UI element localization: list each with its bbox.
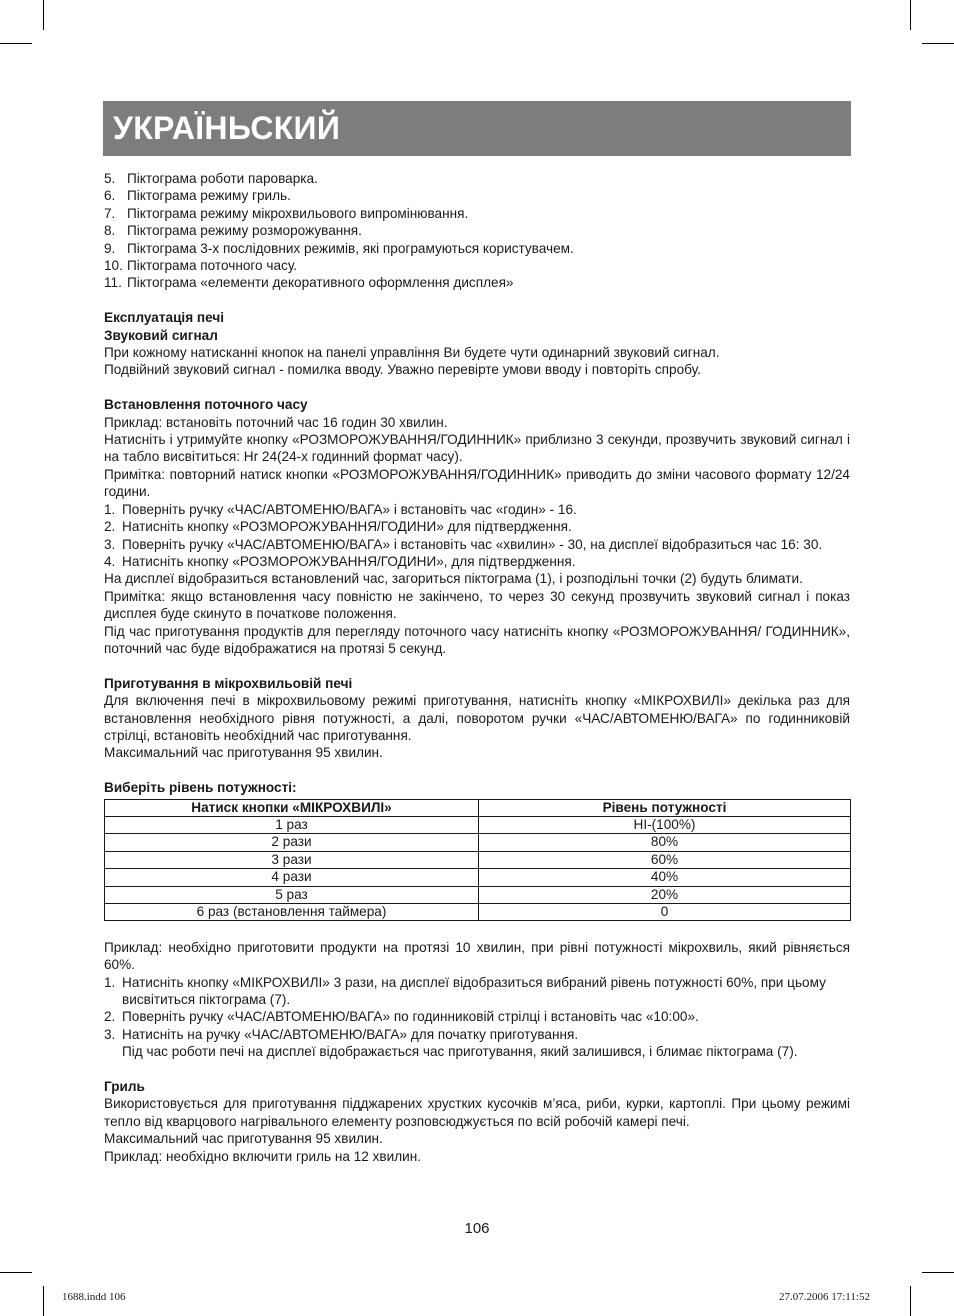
- column-header: Рівень потужності: [479, 799, 851, 816]
- list-text: Піктограма режиму розморожування.: [127, 223, 362, 239]
- subsection-heading: Гриль: [104, 1079, 145, 1095]
- paragraph: Використовується для приготування підджарених хрустких кусочків м’яса, риби, курки, картоплі. При цьому режимі тепло від кварцового нагрівального елементу розповсюджується по всій робочій камері печі.: [104, 1096, 850, 1129]
- list-item: [104, 1008, 850, 1025]
- table-cell: 0: [479, 904, 851, 921]
- crop-mark: [43, 1286, 44, 1316]
- crop-mark: [910, 1286, 911, 1316]
- crop-mark: [0, 43, 32, 44]
- list-item: [104, 518, 850, 535]
- table-cell: 2 рази: [105, 834, 479, 851]
- paragraph: Максимальний час приготування 95 хвилин.: [104, 1131, 383, 1147]
- crop-mark: [910, 0, 911, 30]
- section-header: [103, 101, 851, 156]
- paragraph: Примітка: якщо встановлення часу повністю не закінчено, то через 30 секунд прозвучить звуковий сигнал і показ дисплея буде скинуто в початкове положення.: [104, 588, 850, 622]
- list-item: [104, 222, 850, 239]
- list-item: [104, 274, 850, 291]
- table-row: [105, 851, 851, 868]
- list-text: Піктограма режиму мікрохвильового випромінювання.: [127, 205, 469, 221]
- list-text: Піктограма «елементи декоративного оформлення дисплея»: [127, 275, 514, 291]
- list-number: 5.: [104, 171, 116, 186]
- list-text: Піктограма роботи пароварка.: [127, 171, 318, 186]
- page-title: УКРАЇНЬСКИЙ: [113, 110, 341, 146]
- list-item: [104, 553, 850, 570]
- list-number: 1.: [104, 974, 116, 990]
- list-text: Піктограма режиму гриль.: [127, 188, 291, 204]
- subsection-heading: Приготування в мікрохвильовій печі: [104, 675, 353, 691]
- power-table: [104, 799, 851, 922]
- table-row: [105, 904, 851, 921]
- list-item: [104, 187, 850, 204]
- table-row: [105, 886, 851, 903]
- subsection-heading: Звуковий сигнал: [104, 327, 218, 343]
- table-row: [105, 834, 851, 851]
- list-text: Поверніть ручку «ЧАС/АВТОМЕНЮ/ВАГА» і встановіть час «хвилин» - 30, на дисплеї відобразиться час 16: 30.: [122, 536, 823, 552]
- table-row: [105, 816, 851, 833]
- list-item: [104, 257, 850, 274]
- table-cell: 80%: [479, 834, 851, 851]
- subsection-heading: Встановлення поточного часу: [104, 397, 308, 413]
- print-slug-file: 1688.indd 106: [62, 1291, 126, 1303]
- list-number: 4.: [104, 553, 116, 569]
- page-content: [104, 170, 850, 1165]
- crop-mark: [922, 1272, 954, 1273]
- list-number: 2.: [104, 1009, 116, 1025]
- paragraph: Під час роботи печі на дисплеї відображається час приготування, який залишився, і блимає піктограма (7).: [122, 1044, 798, 1060]
- table-cell: 3 рази: [105, 851, 479, 868]
- paragraph: На дисплеї відобразиться встановлений час, загориться піктограма (1), і розподільні точки (2) будуть блимати.: [104, 571, 803, 587]
- list-text: Натисніть кнопку «МІКРОХВИЛІ» 3 рази, на дисплеї відобразиться вибраний рівень потужності 60%, при цьому висвітиться піктограма (7).: [122, 974, 826, 1008]
- page-number: 106: [464, 1220, 490, 1237]
- paragraph: Приклад: необхідно приготовити продукти на протязі 10 хвилин, при рівні потужності мікрохвиль, який рівняється 60%.: [104, 939, 850, 973]
- list-item: [104, 501, 850, 518]
- paragraph: При кожному натисканні кнопок на панелі управління Ви будете чути одинарний звуковий сигнал.: [104, 345, 720, 361]
- list-item: [104, 205, 850, 222]
- list-number: 7.: [104, 205, 116, 221]
- list-number: 3.: [104, 1026, 116, 1042]
- icon-list: [104, 170, 850, 292]
- subsection-heading: Виберіть рівень потужності:: [104, 780, 297, 796]
- paragraph: Максимальний час приготування 95 хвилин.: [104, 745, 383, 761]
- list-item: [104, 1026, 850, 1043]
- list-number: 8.: [104, 223, 116, 239]
- list-number: 3.: [104, 536, 116, 552]
- crop-mark: [43, 0, 44, 30]
- table-cell: 20%: [479, 886, 851, 903]
- list-item: [104, 170, 850, 187]
- table-cell: 6 раз (встановлення таймера): [105, 904, 479, 921]
- table-cell: HI-(100%): [479, 816, 851, 833]
- section-heading: Експлуатація печі: [104, 310, 225, 326]
- list-number: 10.: [104, 258, 123, 274]
- list-text: Натисніть кнопку «РОЗМОРОЖУВАННЯ/ГОДИНИ» для підтвердження.: [122, 519, 572, 535]
- table-cell: 60%: [479, 851, 851, 868]
- list-item: [104, 536, 850, 553]
- paragraph: Для включення печі в мікрохвильовому режимі приготування, натисніть кнопку «МІКРОХВИЛІ» декілька раз для встановлення необхідного рівня потужності, а далі, поворотом ручки «ЧАС/АВТОМЕНЮ/ВАГА» по годинниковій стрілці, встановіть необхідний час приготування.: [104, 693, 850, 743]
- print-slug-date: 27.07.2006 17:11:52: [779, 1291, 870, 1303]
- list-text: Піктограма 3-х послідовних режимів, які програмуються користувачем.: [127, 240, 574, 256]
- column-header: Натиск кнопки «МІКРОХВИЛІ»: [105, 799, 479, 816]
- list-item: [104, 974, 850, 1009]
- list-text: Поверніть ручку «ЧАС/АВТОМЕНЮ/ВАГА» по годинниковій стрілці і встановіть час «10:00».: [122, 1009, 699, 1025]
- paragraph: Приклад: необхідно включити гриль на 12 хвилин.: [104, 1148, 422, 1164]
- paragraph: Приклад: встановіть поточний час 16 годин 30 хвилин.: [104, 414, 448, 430]
- list-number: 6.: [104, 188, 116, 204]
- crop-mark: [922, 43, 954, 44]
- table-cell: 4 рази: [105, 869, 479, 886]
- table-cell: 5 раз: [105, 886, 479, 903]
- steps-list: [104, 974, 850, 1044]
- table-cell: 40%: [479, 869, 851, 886]
- paragraph: Під час приготування продуктів для перегляду поточного часу натисніть кнопку «РОЗМОРОЖУВАННЯ/ ГОДИННИК», поточний час буде відображатися на протязі 5 секунд.: [104, 623, 850, 656]
- list-text: Піктограма поточного часу.: [127, 258, 298, 274]
- table-header-row: [105, 799, 851, 816]
- list-text: Натисніть на ручку «ЧАС/АВТОМЕНЮ/ВАГА» для початку приготування.: [122, 1026, 579, 1042]
- paragraph: Подвійний звуковий сигнал - помилка вводу. Уважно перевірте умови вводу і повторіть спробу.: [104, 362, 701, 378]
- crop-mark: [0, 1272, 32, 1273]
- list-number: 11.: [104, 275, 122, 291]
- list-text: Поверніть ручку «ЧАС/АВТОМЕНЮ/ВАГА» і встановіть час «годин» - 16.: [122, 501, 577, 517]
- list-number: 1.: [104, 501, 116, 517]
- paragraph: Примітка: повторний натиск кнопки «РОЗМОРОЖУВАННЯ/ГОДИННИК» приводить до зміни часового формату 12/24 години.: [104, 466, 850, 500]
- list-text: Натисніть кнопку «РОЗМОРОЖУВАННЯ/ГОДИНИ», для підтвердження.: [122, 553, 576, 569]
- table-cell: 1 раз: [105, 816, 479, 833]
- list-number: 9.: [104, 240, 116, 256]
- list-item: [104, 240, 850, 257]
- paragraph: Натисніть і утримуйте кнопку «РОЗМОРОЖУВАННЯ/ГОДИННИК» приблизно 3 секунди, прозвучить звуковий сигнал і на табло висвітиться: Hr 24(24-х годинний формат часу).: [104, 432, 850, 465]
- list-number: 2.: [104, 519, 116, 535]
- steps-list: [104, 501, 850, 571]
- table-row: [105, 869, 851, 886]
